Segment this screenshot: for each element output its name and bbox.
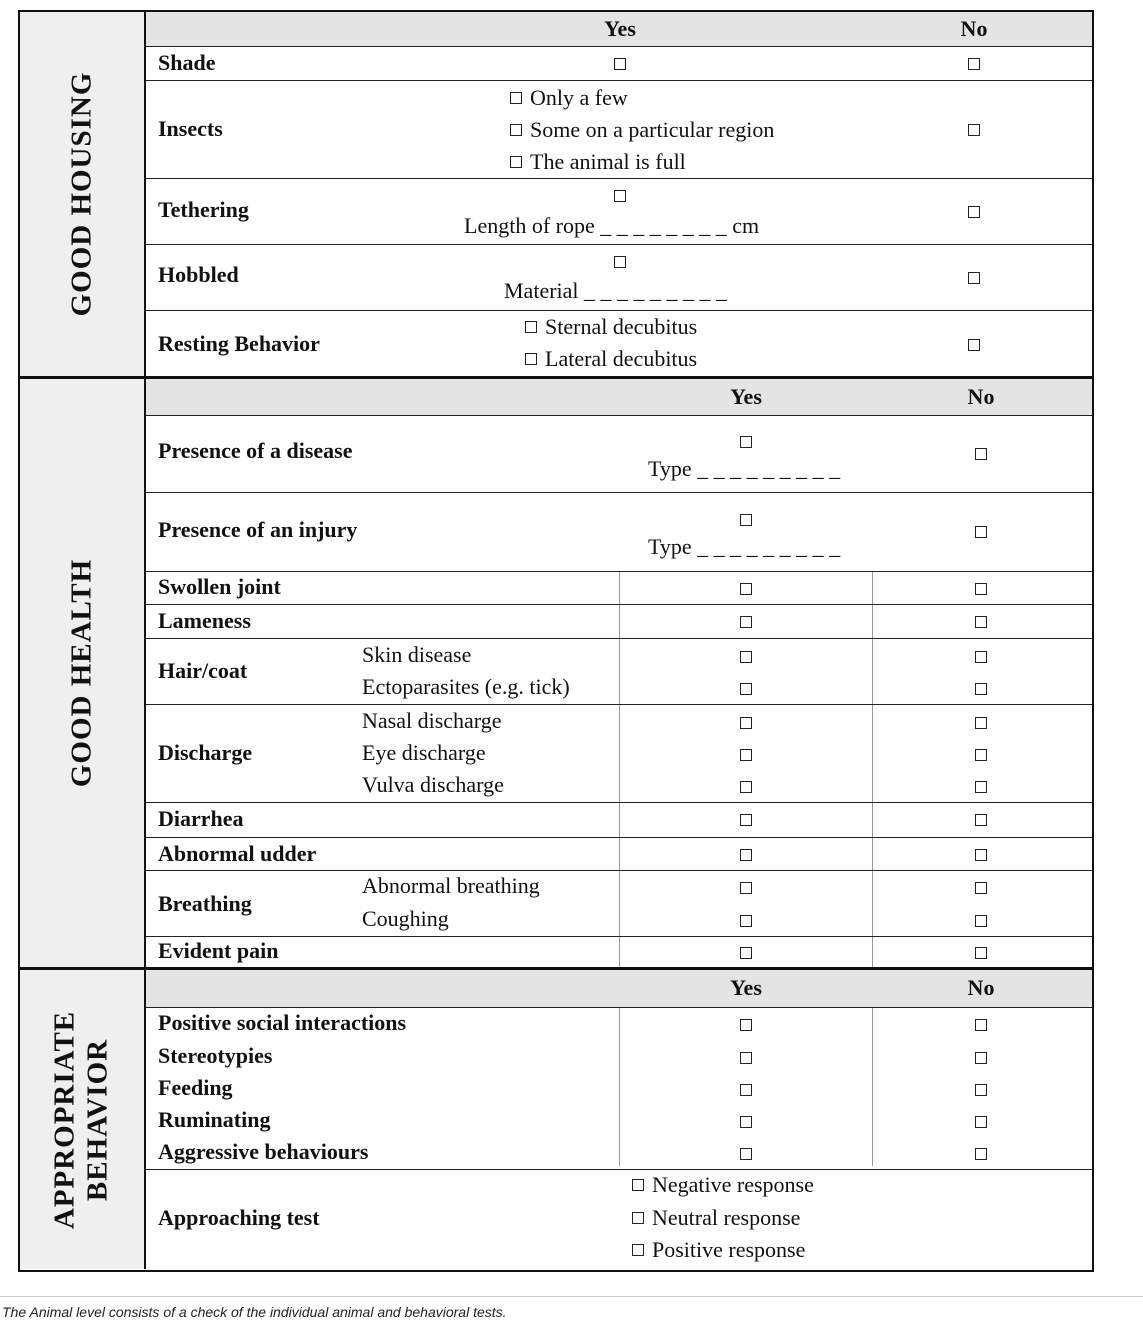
label-discharge: Discharge	[158, 740, 253, 765]
checkbox-udder-no[interactable]	[975, 849, 987, 861]
caption-divider	[0, 1296, 1143, 1297]
checkbox-vulva-no[interactable]	[975, 781, 987, 793]
sub-abnormal-breathing: Abnormal breathing	[362, 873, 540, 898]
label-ruminating: Ruminating	[158, 1107, 271, 1132]
checkbox-resting-no[interactable]	[968, 339, 980, 351]
section-title-housing: GOOD HOUSING	[65, 71, 98, 317]
checkbox-nasal-yes[interactable]	[740, 717, 752, 729]
disease-type[interactable]: Type _ _ _ _ _ _ _ _ _	[648, 456, 841, 481]
checkbox-pain-yes[interactable]	[740, 947, 752, 959]
label-aggressive: Aggressive behaviours	[158, 1139, 369, 1164]
checkbox-coughing-no[interactable]	[975, 915, 987, 927]
label-hair-coat: Hair/coat	[158, 658, 248, 683]
option-neutral: Neutral response	[632, 1205, 800, 1231]
tethering-rope-length[interactable]: Length of rope _ _ _ _ _ _ _ _ cm	[464, 213, 760, 238]
label-insects: Insects	[158, 116, 223, 141]
row-tethering	[146, 179, 1092, 245]
checkbox-abn-breathing-no[interactable]	[975, 882, 987, 894]
header-yes: Yes	[604, 16, 636, 41]
section-title-behavior: APPROPRIATE BEHAVIOR	[48, 1010, 114, 1229]
hobbled-material[interactable]: Material _ _ _ _ _ _ _ _ _	[504, 278, 728, 303]
checkbox-disease-no[interactable]	[975, 448, 987, 460]
checkbox-diarrhea-no[interactable]	[975, 814, 987, 826]
section-good-health	[20, 379, 1092, 970]
label-injury: Presence of an injury	[158, 517, 358, 542]
header-no: No	[960, 16, 988, 41]
header-row-housing	[146, 12, 1092, 47]
row-abnormal-udder	[146, 838, 1092, 871]
row-discharge	[146, 705, 1092, 803]
sub-eye: Eye discharge	[362, 740, 486, 765]
checkbox-stereo-yes[interactable]	[740, 1052, 752, 1064]
row-injury	[146, 493, 1092, 572]
assessment-table	[18, 10, 1094, 1272]
checkbox-swollen-no[interactable]	[975, 583, 987, 595]
checkbox-hobbled-yes[interactable]	[614, 256, 626, 268]
sub-coughing: Coughing	[362, 906, 449, 931]
header-row-health	[146, 379, 1092, 416]
label-evident-pain: Evident pain	[158, 938, 279, 963]
checkbox-udder-yes[interactable]	[740, 849, 752, 861]
header-row-behavior	[146, 970, 1092, 1008]
option-negative: Negative response	[632, 1172, 814, 1198]
option-insects-few: Only a few	[510, 85, 628, 111]
header-no: No	[967, 975, 995, 1000]
checkbox-disease-yes[interactable]	[740, 436, 752, 448]
label-feeding: Feeding	[158, 1075, 233, 1100]
checkbox-coughing-yes[interactable]	[740, 915, 752, 927]
label-disease: Presence of a disease	[158, 438, 353, 463]
injury-type[interactable]: Type _ _ _ _ _ _ _ _ _	[648, 534, 841, 559]
label-lameness: Lameness	[158, 608, 251, 633]
option-sternal: Sternal decubitus	[525, 314, 697, 340]
option-insects-full: The animal is full	[510, 149, 686, 175]
checkbox-nasal-no[interactable]	[975, 717, 987, 729]
checkbox-sternal[interactable]	[525, 321, 537, 333]
checkbox-aggressive-no[interactable]	[975, 1148, 987, 1160]
label-shade: Shade	[158, 50, 216, 75]
label-diarrhea: Diarrhea	[158, 806, 244, 831]
row-hair-coat	[146, 639, 1092, 705]
checkbox-insects-region[interactable]	[510, 124, 522, 136]
header-yes: Yes	[730, 975, 762, 1000]
checkbox-shade-yes[interactable]	[614, 58, 626, 70]
option-lateral: Lateral decubitus	[525, 346, 697, 372]
row-breathing	[146, 871, 1092, 937]
checkbox-aggressive-yes[interactable]	[740, 1148, 752, 1160]
label-hobbled: Hobbled	[158, 262, 239, 287]
row-evident-pain	[146, 937, 1092, 967]
checkbox-insects-no[interactable]	[968, 124, 980, 136]
checkbox-stereo-no[interactable]	[975, 1052, 987, 1064]
row-approaching-test	[146, 1170, 1092, 1269]
checkbox-tethering-no[interactable]	[968, 206, 980, 218]
label-stereotypies: Stereotypies	[158, 1043, 273, 1068]
header-no: No	[967, 384, 995, 409]
checkbox-hobbled-no[interactable]	[968, 272, 980, 284]
checkbox-lameness-no[interactable]	[975, 616, 987, 628]
checkbox-positive[interactable]	[632, 1244, 644, 1256]
checkbox-injury-yes[interactable]	[740, 514, 752, 526]
checkbox-eye-no[interactable]	[975, 749, 987, 761]
checkbox-shade-no[interactable]	[968, 58, 980, 70]
checkbox-feeding-yes[interactable]	[740, 1084, 752, 1096]
checkbox-ecto-no[interactable]	[975, 683, 987, 695]
row-shade	[146, 47, 1092, 81]
checkbox-ruminating-yes[interactable]	[740, 1116, 752, 1128]
checkbox-eye-yes[interactable]	[740, 749, 752, 761]
checkbox-diarrhea-yes[interactable]	[740, 814, 752, 826]
section-good-housing	[20, 12, 1092, 379]
section-side-housing	[20, 12, 146, 376]
section-title-health: GOOD HEALTH	[65, 558, 98, 788]
section-side-behavior	[20, 970, 146, 1269]
sub-ectoparasites: Ectoparasites (e.g. tick)	[362, 674, 570, 699]
label-tethering: Tethering	[158, 197, 249, 222]
row-lameness	[146, 605, 1092, 639]
checkbox-insects-few[interactable]	[510, 92, 522, 104]
sub-vulva: Vulva discharge	[362, 772, 504, 797]
label-abnormal-udder: Abnormal udder	[158, 841, 317, 866]
checkbox-skin-no[interactable]	[975, 651, 987, 663]
figure-caption: The Animal level consists of a check of the individual animal and behavioral tests.	[2, 1304, 507, 1320]
checkbox-swollen-yes[interactable]	[740, 583, 752, 595]
label-approaching-test: Approaching test	[158, 1205, 320, 1230]
row-hobbled	[146, 245, 1092, 311]
checkbox-negative[interactable]	[632, 1179, 644, 1191]
label-resting-behavior: Resting Behavior	[158, 331, 320, 356]
checkbox-neutral[interactable]	[632, 1212, 644, 1224]
checkbox-abn-breathing-yes[interactable]	[740, 882, 752, 894]
option-insects-region: Some on a particular region	[510, 117, 774, 143]
checkbox-injury-no[interactable]	[975, 526, 987, 538]
row-disease	[146, 416, 1092, 493]
header-yes: Yes	[730, 384, 762, 409]
checkbox-lameness-yes[interactable]	[740, 616, 752, 628]
section-appropriate-behavior	[20, 970, 1092, 1269]
section-side-health	[20, 379, 146, 967]
behavior-list	[146, 1008, 1092, 1170]
checkbox-skin-yes[interactable]	[740, 651, 752, 663]
label-social: Positive social interactions	[158, 1010, 407, 1035]
row-insects	[146, 81, 1092, 179]
label-swollen-joint: Swollen joint	[158, 574, 281, 599]
checkbox-social-yes[interactable]	[740, 1019, 752, 1031]
checkbox-vulva-yes[interactable]	[740, 781, 752, 793]
checkbox-social-no[interactable]	[975, 1019, 987, 1031]
checkbox-tethering-yes[interactable]	[614, 190, 626, 202]
row-resting-behavior	[146, 311, 1092, 376]
row-swollen-joint	[146, 572, 1092, 605]
checkbox-lateral[interactable]	[525, 353, 537, 365]
checkbox-insects-full[interactable]	[510, 156, 522, 168]
checkbox-feeding-no[interactable]	[975, 1084, 987, 1096]
checkbox-pain-no[interactable]	[975, 947, 987, 959]
row-diarrhea	[146, 803, 1092, 838]
checkbox-ruminating-no[interactable]	[975, 1116, 987, 1128]
label-breathing: Breathing	[158, 891, 252, 916]
option-positive: Positive response	[632, 1237, 805, 1263]
sub-skin-disease: Skin disease	[362, 642, 472, 667]
sub-nasal: Nasal discharge	[362, 708, 502, 733]
checkbox-ecto-yes[interactable]	[740, 683, 752, 695]
